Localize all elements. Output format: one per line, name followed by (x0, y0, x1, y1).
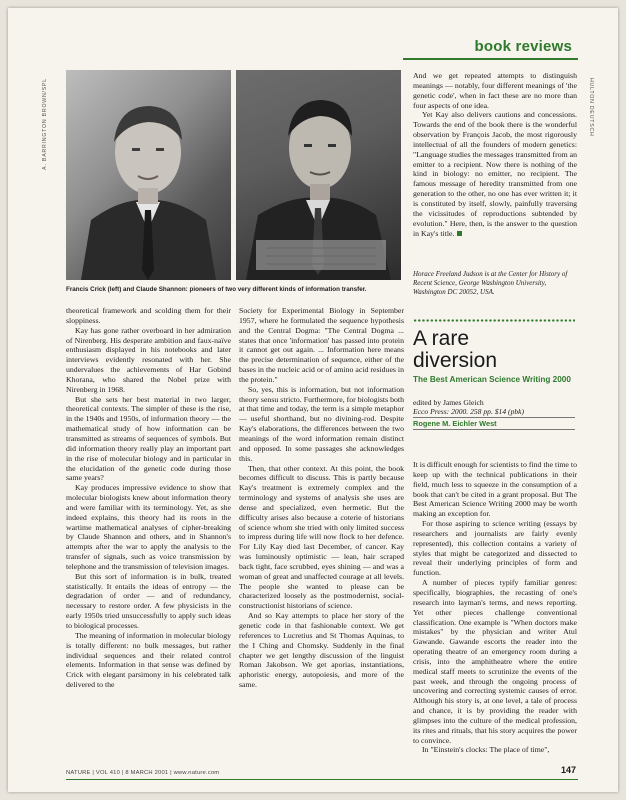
review-title-line: A rare (413, 327, 470, 350)
end-of-article-mark (457, 231, 462, 236)
page-number: 147 (560, 765, 576, 775)
paragraph: In "Einstein's clocks: The place of time", (422, 745, 550, 755)
paragraph: For those aspiring to science writing (essays by researchers and journalists are fairly evenly represented), this collection contains a variety of styles that might be categorized and dissected to reveal their underlying principles of form and function. (413, 519, 577, 578)
footer-rule (66, 779, 578, 780)
review-title (413, 328, 497, 372)
reviewer-name: Rogene M. Eichler West (413, 419, 497, 428)
paragraph: Kay has gone rather overboard in her admiration of Nirenberg. His desperate ambition and faux-naïve enthusiasm displayed in his notebooks and later interviews evidently resonated with her. She undervalues the achievements of Har Gobind Khorana, who shared the Nobel prize with Nirenberg in 1968. (66, 325, 231, 394)
section-title: book reviews (474, 38, 572, 55)
author-bio: Horace Freeland Judson is at the Center for History of Recent Science, George Washington University, Washington DC 20052, USA. (413, 270, 568, 296)
journal-page (8, 8, 618, 792)
column-2 (239, 306, 404, 690)
paragraph: The meaning of information in molecular biology is totally different: no bulk messages, but rather individual sequences and their related control elements. Information in that sense was defined by Crick with elegant parsimony in his celebrated talk delivered to the (66, 630, 231, 690)
shannon-portrait-illustration (236, 70, 401, 280)
paragraph: A number of pieces typify familiar genres: specifically, biographies, the recasting of one's research into layman's terms, and news reporting. Yet other pieces challenge conventional classification. One example is "When doctors make mistakes" by the physician and writer Atul Gawande. Gawande escorts the reader into the operating theatre of an emergency room during a crisis, into the amphitheatre where the entire medical staff meets to scrutinize the events of the past week, and through the ongoing process of uncovering and correcting systemic causes of error. Although his story is, at one level, a tale of process and chance, it is by providing the reader with glimpses into the culture of the medical profession, its rites and rituals, that his story acquires the power to convince. (413, 578, 577, 745)
divider (413, 417, 575, 418)
photo-credit-right: HULTON DEUTSCH (588, 78, 594, 137)
paragraph: Kay produces impressive evidence to show that molecular biologists knew about information theory and were familiar with its terminology. Yet, as she indeed explains, this theory had its roots in the wartime mathematical analyses of cipher-breaking by Claude Shannon and others, and in Shannon's attempts after the war to apply the analysis to the transfer of signals, such as voice transmission by telephone and the transmission of television images. (66, 483, 231, 571)
paragraph: And so Kay attempts to place her story of the genetic code in that fashionable context. We get references to Lucretius and St Thomas Aquinas, to the I Ching and Chomsky. Suddenly in the final chapter we get lengthy discussion of the linguist Roman Jakobson. We get aporias, instantiations, aphoristic energy, autopoiesis, and more of the same. (239, 611, 404, 690)
paragraph: And we get repeated attempts to distinguish meanings — notably, four different meanings of 'the genetic code', when in fact these are no more than four aspects of one idea. (413, 71, 577, 110)
book-title: The Best American Science Writing 2000 (413, 375, 571, 384)
photo-credit-left: A. BARRINGTON BROWN/SPL (42, 78, 48, 170)
paragraph: It is difficult enough for scientists to find the time to keep up with the technical publications in their field, much less to squeeze in the consumption of a book that can't be cited in a grant proposal. But The Best American Science Writing 2000 may be worth making an exception for. (413, 460, 577, 519)
divider (413, 429, 575, 430)
paragraph: Then, that other context. At this point, the book becomes difficult to discuss. This is partly because Kay's treatment is extremely complex and the terminology and systems of analysis she uses are dense and specialized, even hermetic. But the difficulty arises also because a coterie of historians of science whom she tried with only limited success to impress during life will now flock to her defence. For Lily Kay died last December, of cancer. Kay was luminously optimistic — lean, hair scraped back tight, face scrubbed, eyes shining — and was a woman of great and unaffected courage at all levels. The people she wanted to please can be characterized loosely as the postmodernist, social-constructionist historians of science. (239, 463, 404, 611)
dotted-divider (413, 319, 575, 322)
paragraph-text: Yet Kay also delivers cautions and concessions. Towards the end of the book there is the wonderful observation by François Jacob, the most rigorously intellectual of all the founders of modern genetics: "Language studies the messages transmitted from an emitter to a recipient. Now there is nothing of the kind in biology: no emitter, no recipient. The famous message of heredity transmitted from one generation to the other, no one has ever written it; it is constituted by itself, slowly, painfully traversing the vicissitudes of reproductions subtended by evolution." Here, then, is the answer to the question in Kay's title. (413, 110, 577, 238)
photo-francis-crick (66, 70, 231, 280)
paragraph: But this sort of information is in bulk, treated statistically. It entails the ideas of entropy — the degradation of order — and of redundancy, necessary to restore order. A few physicists in the early 1950s tried unsuccessfully to apply such ideas to biological processes. (66, 571, 231, 630)
column-1 (66, 306, 231, 690)
book-publisher: Ecco Press: 2000. 258 pp. $14 (pbk) (413, 407, 525, 416)
paragraph: So, yes, this is information, but not information theory sensu stricto. Furthermore, for biologists both at that time and today, the term is a simple metaphor — useful shorthand, but no divining-rod. Despite Kay's elaborations, the differences between the two meanings of the word information remain distinct and opposed. In some passages she acknowledges this. (239, 384, 404, 463)
paragraph: Society for Experimental Biology in September 1957, where he formulated the sequence hypothesis and the Central Dogma: "The Central Dogma ... states that once 'information' has passed into protein it cannot get out again. ... Information here means the precise determination of sequence, either of the bases in the nucleic acid or of amino acid residues in the protein." (239, 306, 404, 384)
paragraph: But she sets her best material in two larger, theoretical contexts. The simpler of these is the rise, in the 1940s and 1950s, of information theory — the mathematical study of how information can be transmitted as streams of sequences of symbols. But did information theory really play an important part in the rise of molecular biology and in particular in the elucidation of the genetic code during those same years? (66, 394, 231, 483)
section-rule (403, 58, 578, 60)
column-3-review (413, 460, 577, 755)
paragraph: theoretical framework and scolding them for their sloppiness. (66, 306, 231, 325)
review-title-line: diversion (413, 349, 498, 372)
crick-portrait-illustration (66, 70, 231, 280)
paragraph (413, 110, 577, 238)
figure-caption: Francis Crick (left) and Claude Shannon: pioneers of two very different kinds of information transfer. (66, 286, 367, 293)
book-editor: edited by James Gleich (413, 398, 484, 407)
column-3 (413, 71, 577, 238)
photo-claude-shannon (236, 70, 401, 280)
page-footer: NATURE | VOL 410 | 8 MARCH 2001 | www.nature.com (66, 770, 220, 776)
